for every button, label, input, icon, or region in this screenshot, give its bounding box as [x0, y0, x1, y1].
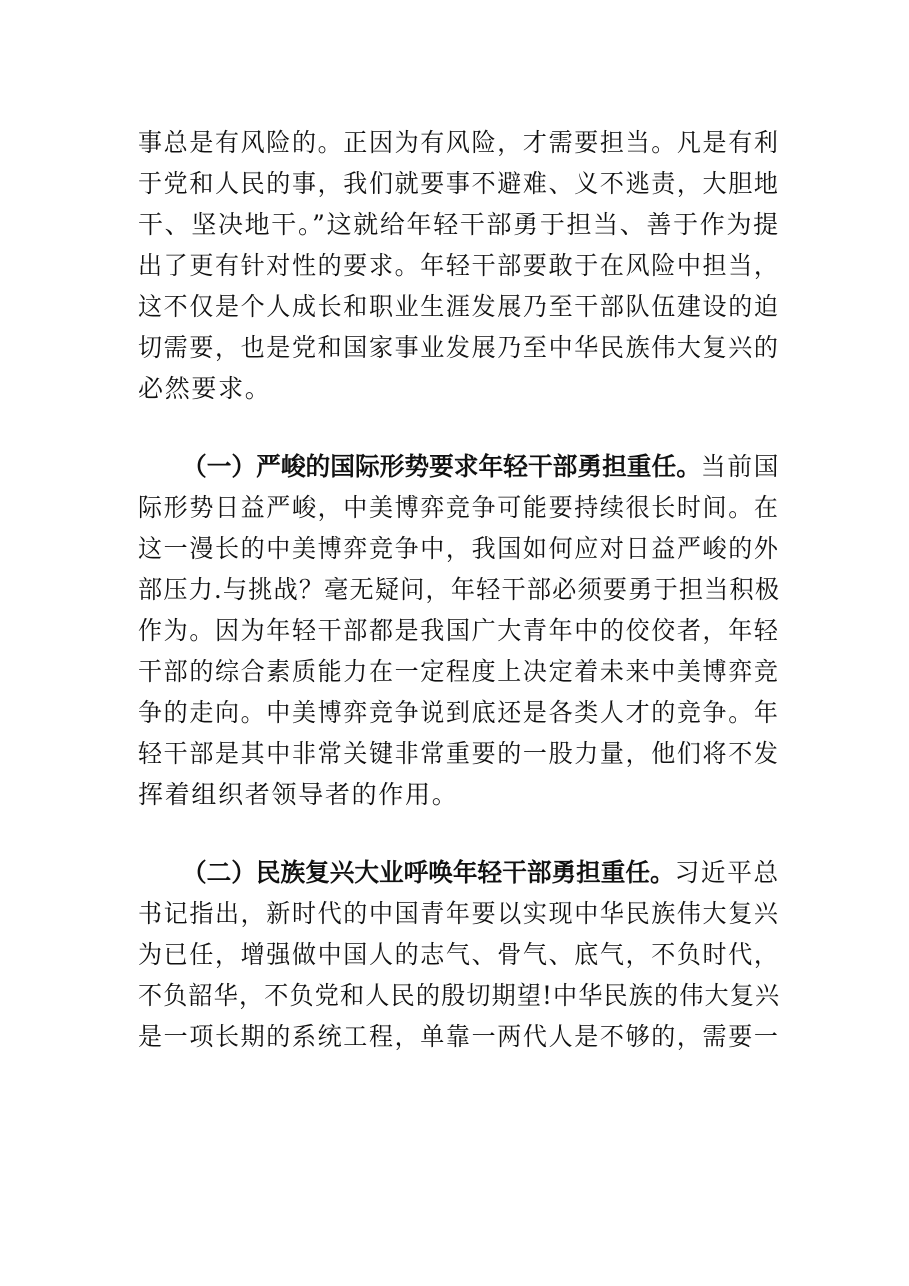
text-line: 切需要，也是党和国家事业发展乃至中华民族伟大复兴的 — [138, 333, 780, 362]
heading-line — [182, 853, 780, 893]
text-line: 际形势日益严峻，中美博弈竞争可能要持续很长时间。在 — [138, 493, 780, 522]
text-line: 作为。因为年轻干部都是我国广大青年中的佼佼者，年轻 — [138, 616, 780, 645]
text-line: 轻干部是其中非常关键非常重要的一股力量，他们将不发 — [138, 739, 780, 768]
text-line: 干部的综合素质能力在一定程度上决定着未来中美博弈竞 — [138, 657, 780, 686]
heading-line-rest: 当前国 — [700, 452, 781, 481]
text-line: 争的走向。中美博弈竞争说到底还是各类人才的竞争。年 — [138, 698, 780, 727]
text-line: 不负韶华，不负党和人民的殷切期望!中华民族的伟大复兴 — [138, 981, 781, 1010]
heading-line-rest: 习近平总 — [674, 858, 780, 887]
text-line: 这一漫长的中美博弈竞争中，我国如何应对日益严峻的外 — [138, 534, 780, 563]
text-line: 必然要求。 — [138, 374, 272, 403]
text-line: 部压力.与挑战？毫无疑问，年轻干部必须要勇于担当积极 — [138, 575, 781, 604]
text-line: 为已任，增强做中国人的志气、骨气、底气，不负时代， — [138, 940, 780, 969]
heading-line — [182, 447, 780, 487]
text-line: 干、坚决地干。”这就给年轻干部勇于担当、善于作为提 — [138, 210, 780, 239]
text-line: 挥着组织者领导者的作用。 — [138, 780, 459, 809]
section-heading: （二）民族复兴大业呼唤年轻干部勇担重任。 — [182, 858, 675, 887]
text-line: 于党和人民的事，我们就要事不避难、义不逃责，大胆地 — [138, 169, 780, 198]
text-line: 事总是有风险的。正因为有风险，才需要担当。凡是有利 — [138, 128, 780, 157]
section-heading: （一）严峻的国际形势要求年轻干部勇担重任。 — [182, 452, 701, 481]
text-line: 这不仅是个人成长和职业生涯发展乃至干部队伍建设的迫 — [138, 292, 780, 321]
text-line: 是一项长期的系统工程，单靠一两代人是不够的，需要一 — [138, 1022, 780, 1051]
text-line: 书记指出，新时代的中国青年要以实现中华民族伟大复兴 — [138, 899, 780, 928]
text-line: 出了更有针对性的要求。年轻干部要敢于在风险中担当， — [138, 251, 780, 280]
